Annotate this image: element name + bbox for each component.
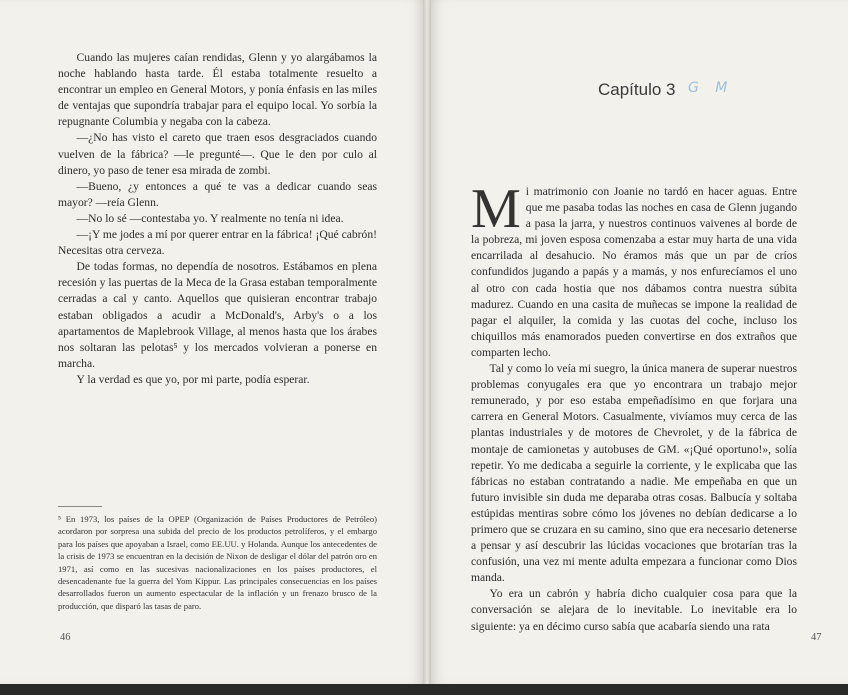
- chapter-title: Capítulo 3: [598, 80, 676, 99]
- paragraph: De todas formas, no dependía de nosotros. Estábamos en plena recesión y las puertas de la Meca de la Grasa estaban temporalmente cerradas a cal y canto. Aquellos que quisieran encontrar trabajo estaban obligados a acudir a McDonald's, Arby's o a los apartamentos de Maplebrook Village, al menos hasta que los árabes nos soltaran las pelotas⁵ y los mercados volvieran a ponerse en marcha.: [58, 260, 377, 370]
- book-gutter: [423, 0, 431, 684]
- paragraph: Y la verdad es que yo, por mi parte, podía esperar.: [76, 372, 310, 386]
- footnote-divider: [58, 506, 102, 507]
- right-page-body: [471, 178, 797, 635]
- paragraph: Tal y como lo veía mi suegro, la única manera de superar nuestros problemas conyugales era que yo encontrara un trabajo mejor remunerado, y por eso estaba empeñadísimo en que forjara una carrera en General Motors. Casualmente, vivíamos muy cerca de las plantas industriales y de motores de Chevrolet, y de la fábrica de montaje de camionetas y autobuses de GM. «¡Qué oportuno!», solía repetir. Yo me dedicaba a seguirle la corriente, y le explicaba que las fábricas no estaban contratando a nadie. Me empeñaba en que un futuro invisible sin duda me deparaba otras cosas. Balbucía y soltaba estúpidas mentiras sobre cómo los jóvenes no debían dedicarse a lo primero que se cruzara en su camino, sino que era necesario detenerse a pensar y así descubrir las lúcidas vocaciones que brotarían tras la confusión, una vez mi mente adulta empezara a funcionar como Dios manda.: [471, 362, 797, 585]
- page-number-right: 47: [811, 632, 822, 643]
- paragraph: Cuando las mujeres caían rendidas, Glenn y yo alargábamos la noche hablando hasta tarde. Él estaba totalmente resuelto a encontrar un empleo en General Motors, y ponía énfasis en las miles de ventajas que supondría trabajar para el equipo local. Yo sorbía la repugnante Columbia y negaba con la cabeza.: [58, 51, 377, 129]
- handwritten-note: G M: [688, 80, 734, 96]
- paragraph: —Bueno, ¿y entonces a qué te vas a dedicar cuando seas mayor? —reía Glenn.: [58, 179, 377, 209]
- left-page-body: [58, 50, 377, 388]
- drop-cap: M: [471, 178, 521, 240]
- footnotes: [58, 513, 377, 612]
- first-paragraph: [471, 178, 797, 361]
- left-page: [0, 0, 427, 684]
- right-page: [427, 0, 848, 684]
- paragraph: —¿No has visto el careto que traen esos desgraciados cuando vuelven de la fábrica? —le pregunté—. Que le den por culo al dinero, yo paso de tener esa mirada de zombi.: [58, 131, 377, 177]
- page-number-left: 46: [60, 632, 71, 643]
- paragraph: —No lo sé —contestaba yo. Y realmente no tenía ni idea.: [76, 211, 344, 225]
- first-paragraph-text: i matrimonio con Joanie no tardó en hacer aguas. Entre que me pasaba todas las noches en casa de Glenn jugando a pasa la jarra, y nuestros continuos vaivenes al borde de la pobreza, mi joven esposa comenzaba a estar muy harta de una vida encarrilada al desahucio. No éramos más que un par de críos confundidos jugando a papás y a mamás, y nos enfurecíamos el uno al otro con cada hostia que nos dábamos contra nuestra súbita madurez. Cuando en una casita de muñecas se impone la realidad de pagar el alquiler, la comida y las cuotas del coche, incluso los chiquillos más enamorados pueden convertirse en dos extraños que comparten lecho.: [471, 185, 797, 359]
- footnote: ⁵ En 1973, los países de la OPEP (Organización de Países Productores de Petróleo) acordaron por sorpresa una subida del precio de los productos petrolíferos, y el embargo para los países que apoyaban a Israel, como EE.UU. y Holanda. Aunque los antecedentes de la crisis de 1973 se encuentran en la decisión de Nixon de desligar el dólar del patrón oro en 1971, así como en las sucesivas nacionalizaciones en los países productores, el desencadenante fue la guerra del Yom Kippur. Las principales consecuencias en los países desarrollados fueron un aumento espectacular de la inflación y un frenazo brusco de la producción, que disparó las tasas de paro.: [58, 514, 377, 611]
- paragraph: Yo era un cabrón y habría dicho cualquier cosa para que la conversación se alejara de lo inevitable. Lo inevitable era lo siguiente: ya en décimo curso sabía que acabaría siendo una rata: [471, 587, 797, 633]
- paragraph: —¡Y me jodes a mí por querer entrar en la fábrica! ¡Qué cabrón! Necesitas otra cerveza.: [58, 228, 377, 258]
